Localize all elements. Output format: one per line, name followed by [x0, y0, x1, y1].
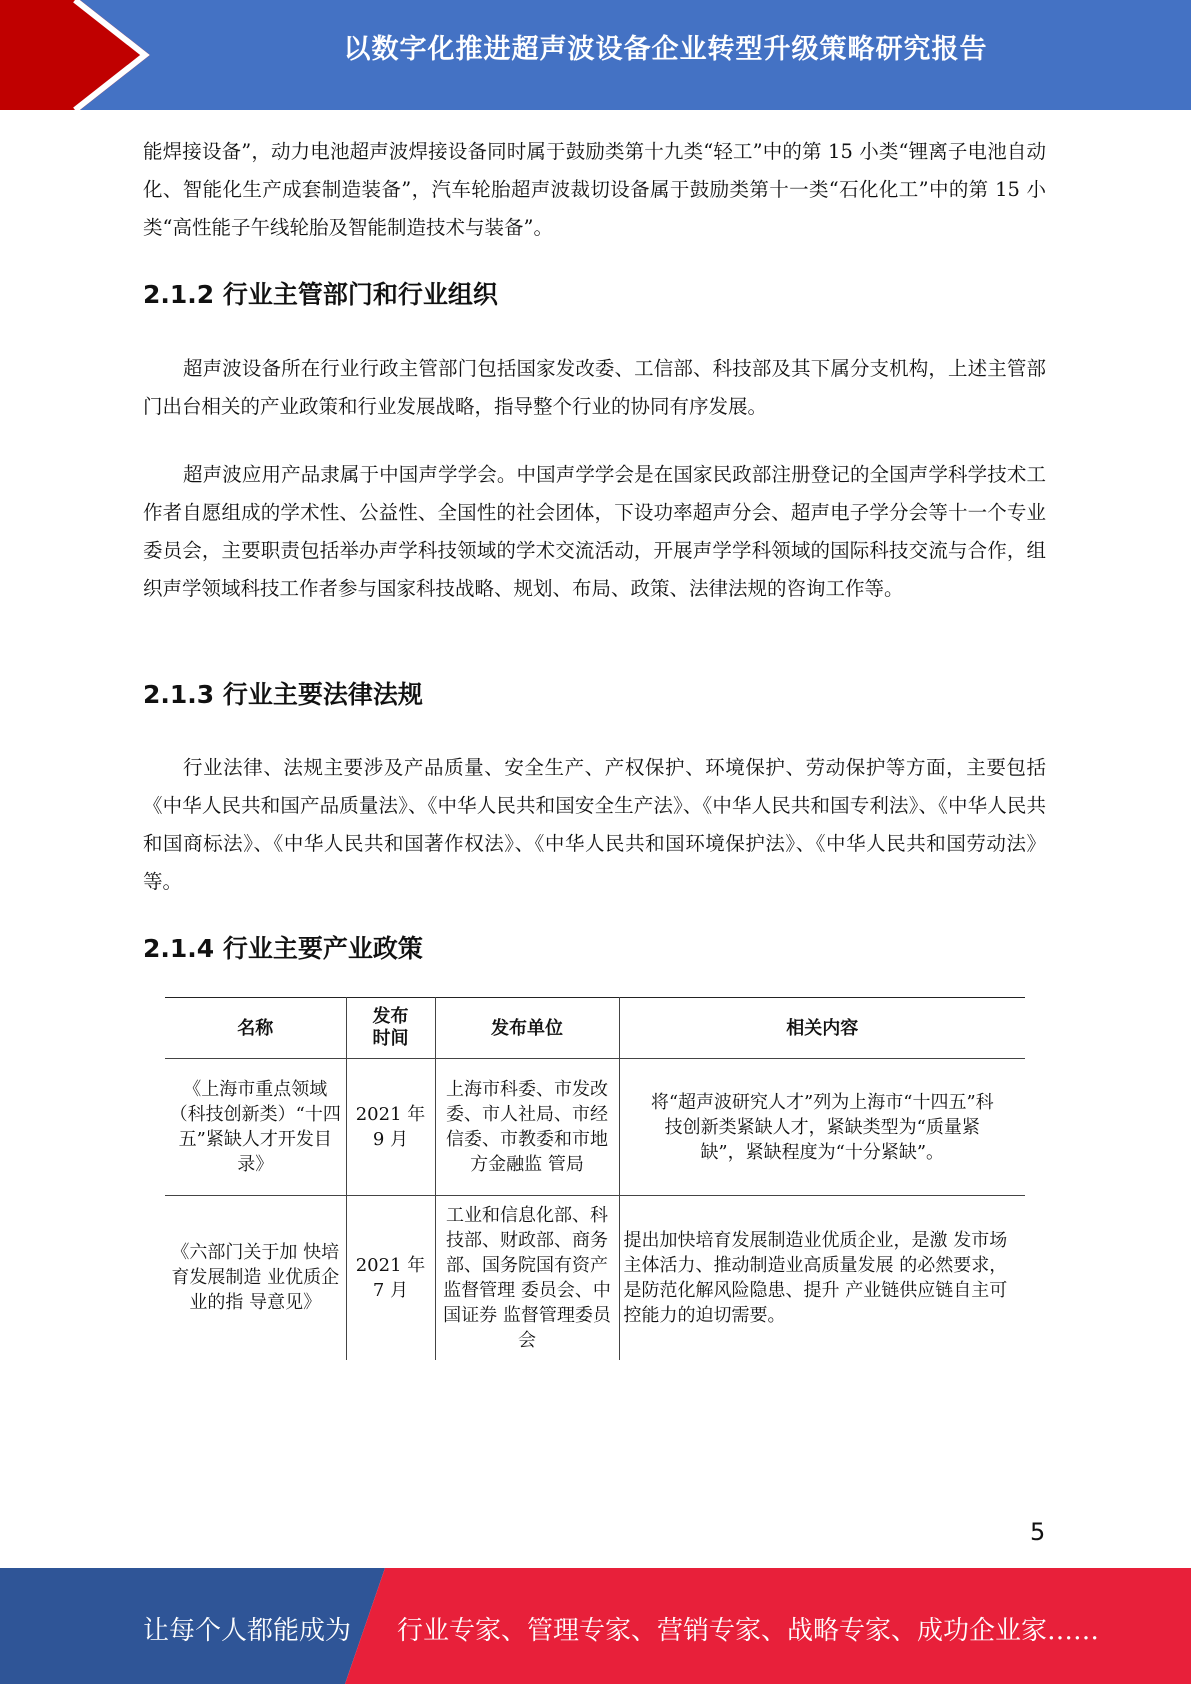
column-header-date-text: 发布时间: [372, 1006, 409, 1049]
section-2-1-2: [143, 275, 1046, 315]
column-header-date: [346, 998, 435, 1059]
cell-name: 《六部门关于加 快培育发展制造 业优质企业的指 导意见》: [165, 1196, 346, 1360]
cell-content: 将“超声波研究人才”列为上海市“十四五”科技创新类紧缺人才，紧缺类型为“质量紧缺”，紧缺程度为“十分紧缺”。: [619, 1059, 1025, 1196]
column-header-issuer: 发布单位: [435, 998, 619, 1059]
cell-issuer: 工业和信息化部、科技部、财政部、商务部、国务院国有资产监督管理 委员会、中国证券 监督管理委员会: [435, 1196, 619, 1360]
header-banner: [0, 0, 1191, 110]
cell-date: [346, 1059, 435, 1196]
table-row: [165, 1059, 1025, 1196]
table-row: [165, 1196, 1025, 1360]
footer-slogan-right: 行业专家、管理专家、营销专家、战略专家、成功企业家……: [397, 1616, 1100, 1646]
paragraph: 超声波应用产品隶属于中国声学学会。中国声学学会是在国家民政部注册登记的全国声学科学技术工作者自愿组成的学术性、公益性、全国性的社会团体，下设功率超声分会、超声电子学分会等十一个专业委员会，主要职责包括举办声学科技领域的学术交流活动，开展声学学科领域的国际科技交流与合作，组织声学领域科技工作者参与国家科技战略、规划、布局、政策、法律法规的咨询工作等。: [143, 463, 1046, 600]
cell-date-text: 2021 年 9 月: [355, 1104, 426, 1150]
section-heading: 2.1.2 行业主管部门和行业组织: [143, 280, 498, 309]
section-2-1-3-body: [143, 749, 1046, 901]
policy-table: [165, 997, 1025, 1360]
document-title: 以数字化推进超声波设备企业转型升级策略研究报告: [343, 34, 988, 65]
page-number: 5: [1030, 1518, 1046, 1546]
cell-date-text: 2021 年 7 月: [355, 1254, 426, 1301]
section-2-1-2-body: [143, 350, 1046, 426]
column-header-content: 相关内容: [619, 998, 1025, 1059]
intro-section: [143, 133, 1046, 247]
section-2-1-4: [143, 929, 1046, 969]
section-heading: 2.1.4 行业主要产业政策: [143, 934, 423, 963]
cell-date: [346, 1196, 435, 1360]
section-2-1-3: [143, 675, 1046, 715]
section-2-1-2-body-2: [143, 456, 1046, 608]
cell-content: 提出加快培育发展制造业优质企业，是激 发市场主体活力、推动制造业高质量发展 的必然要求，是防范化解风险隐患、提升 产业链供应链自主可控能力的迫切需要。: [623, 1229, 1008, 1326]
paragraph: 行业法律、法规主要涉及产品质量、安全生产、产权保护、环境保护、劳动保护等方面，主要包括《中华人民共和国产品质量法》、《中华人民共和国安全生产法》、《中华人民共和国专利法》、《中华人民共和国商标法》、《中华人民共和国著作权法》、《中华人民共和国环境保护法》、《中华人民共和国劳动法》等。: [143, 756, 1046, 893]
column-header-name: 名称: [165, 998, 346, 1059]
section-heading: 2.1.3 行业主要法律法规: [143, 680, 423, 709]
paragraph: 超声波设备所在行业行政主管部门包括国家发改委、工信部、科技部及其下属分支机构，上述主管部门出台相关的产业政策和行业发展战略，指导整个行业的协同有序发展。: [143, 357, 1046, 418]
table-header-row: [165, 998, 1025, 1059]
intro-paragraph: 能焊接设备”，动力电池超声波焊接设备同时属于鼓励类第十九类“轻工”中的第 15 小类“锂离子电池自动化、智能化生产成套制造装备”，汽车轮胎超声波裁切设备属于鼓励类第十一类“石化化工”中的第 15 小类“高性能子午线轮胎及智能制造技术与装备”。: [143, 140, 1046, 239]
cell-issuer: 上海市科委、市发改委、市人社局、市经信委、市教委和市地方金融监 管局: [435, 1059, 619, 1196]
cell-name: 《上海市重点领域（科技创新类）“十四五”紧缺人才开发目录》: [165, 1059, 346, 1196]
footer-slogan-left: 让每个人都能成为: [143, 1616, 352, 1646]
